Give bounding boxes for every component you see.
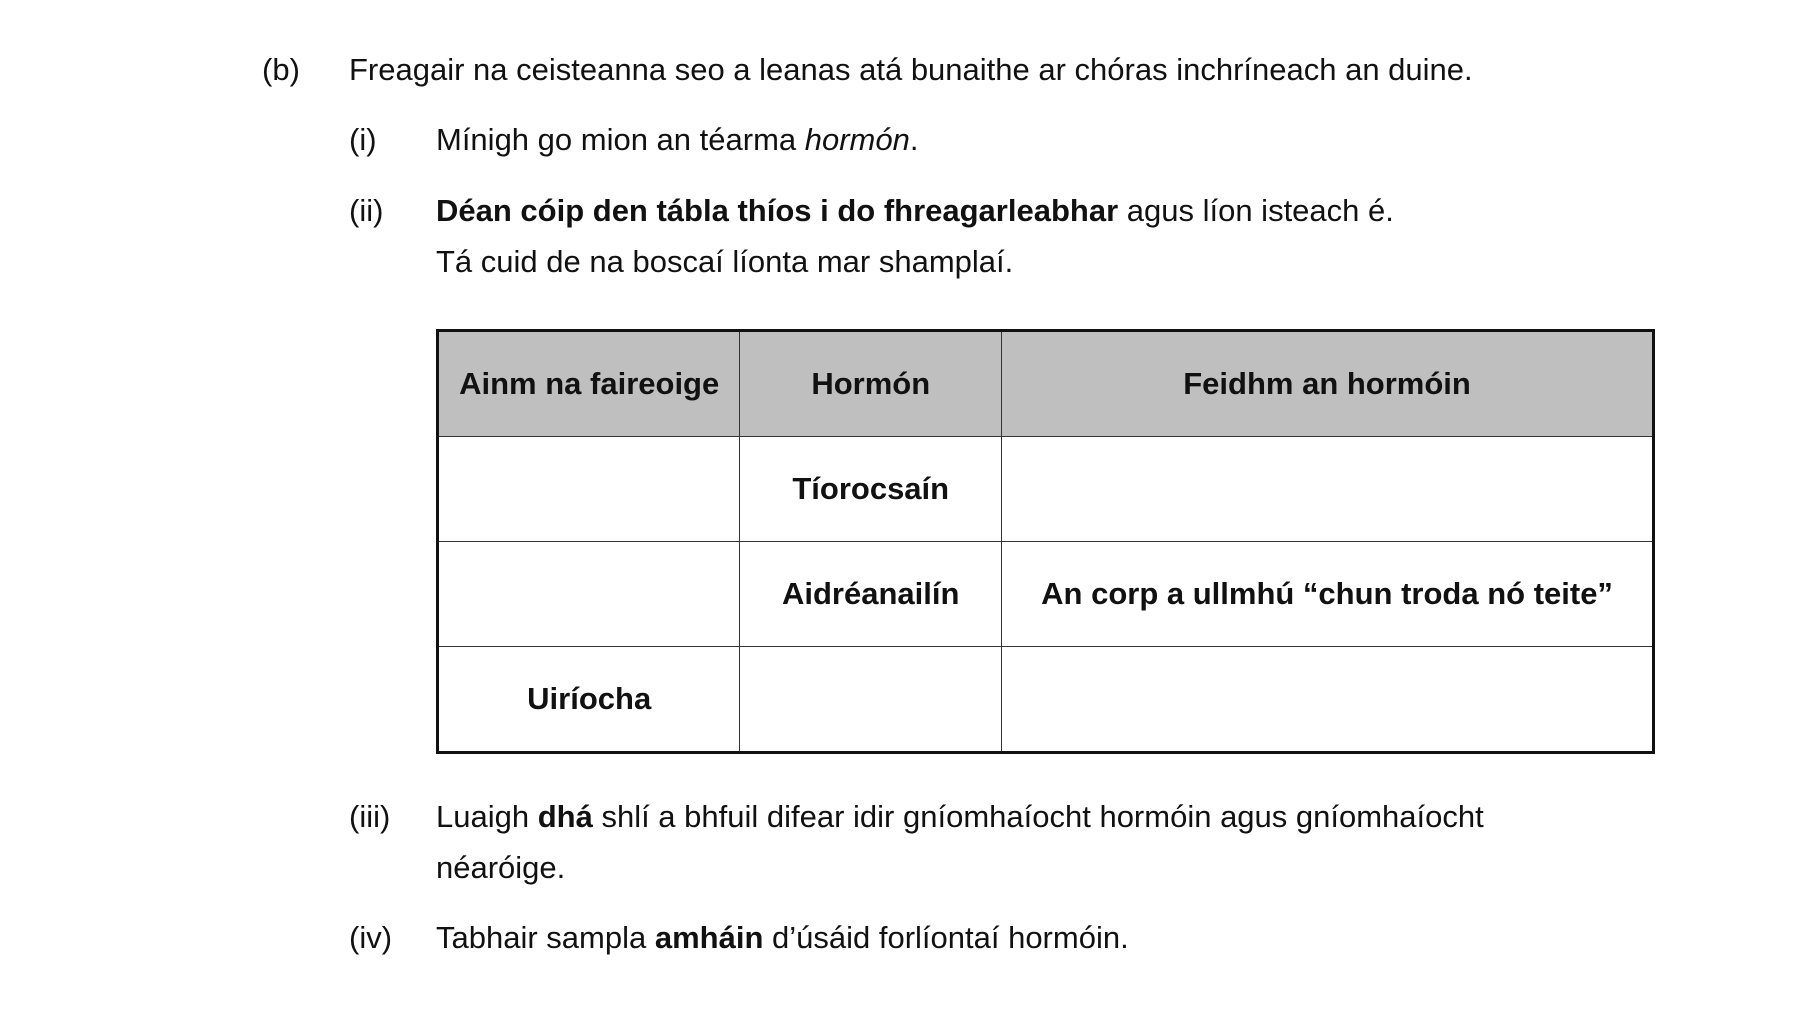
table-cell: An corp a ullmhú “chun troda nó teite” (1002, 542, 1654, 647)
question-i-text-after: . (909, 122, 919, 157)
table-cell (438, 542, 740, 647)
table-cell (438, 437, 740, 542)
hormone-table (436, 329, 1655, 754)
question-i-text-before: Mínigh go mion an téarma (436, 122, 805, 157)
table-header-row (438, 331, 1654, 437)
part-b-text: Freagair na ceisteanna seo a leanas atá bunaithe ar chóras inchríneach an duine. (349, 52, 1473, 87)
question-iv-text-before: Tabhair sampla (436, 920, 655, 955)
question-iv-text-after: d’úsáid forlíontaí hormóin. (763, 920, 1129, 955)
header-hormone: Hormón (740, 331, 1002, 437)
table-row (438, 542, 1654, 647)
header-gland-name: Ainm na faireoige (438, 331, 740, 437)
question-ii-bold-instruction: Déan cóip den tábla thíos i do fhreagarleabhar (436, 193, 1119, 228)
question-iii-label: (iii) (349, 799, 391, 834)
question-iv-label: (iv) (349, 920, 393, 955)
question-ii-text (436, 191, 1394, 231)
table-cell (740, 647, 1002, 753)
question-iii-line2: néaróige. (436, 850, 566, 885)
question-i-italic-term: hormón (804, 122, 910, 157)
question-iii-text (436, 797, 1484, 837)
table-cell (1002, 437, 1654, 542)
part-b-label: (b) (262, 52, 300, 87)
table-cell: Aidréanailín (740, 542, 1002, 647)
question-iii-text-after: shlí a bhfuil difear idir gníomhaíocht hormóin agus gníomhaíocht (592, 799, 1484, 834)
table-row (438, 647, 1654, 753)
table-cell (1002, 647, 1654, 753)
question-ii-text-after: agus líon isteach é. (1118, 193, 1394, 228)
question-ii-line2: Tá cuid de na boscaí líonta mar shamplaí. (436, 244, 1014, 279)
header-hormone-function: Feidhm an hormóin (1002, 331, 1654, 437)
table-cell: Uiríocha (438, 647, 740, 753)
question-iii-bold-word: dhá (537, 799, 593, 834)
question-iv-text (436, 918, 1129, 958)
question-iv-bold-word: amháin (654, 920, 764, 955)
question-iii-text-before: Luaigh (436, 799, 538, 834)
question-i-text (436, 120, 918, 160)
question-ii-label: (ii) (349, 193, 384, 228)
table-row (438, 437, 1654, 542)
question-i-label: (i) (349, 122, 377, 157)
table-cell: Tíorocsaín (740, 437, 1002, 542)
